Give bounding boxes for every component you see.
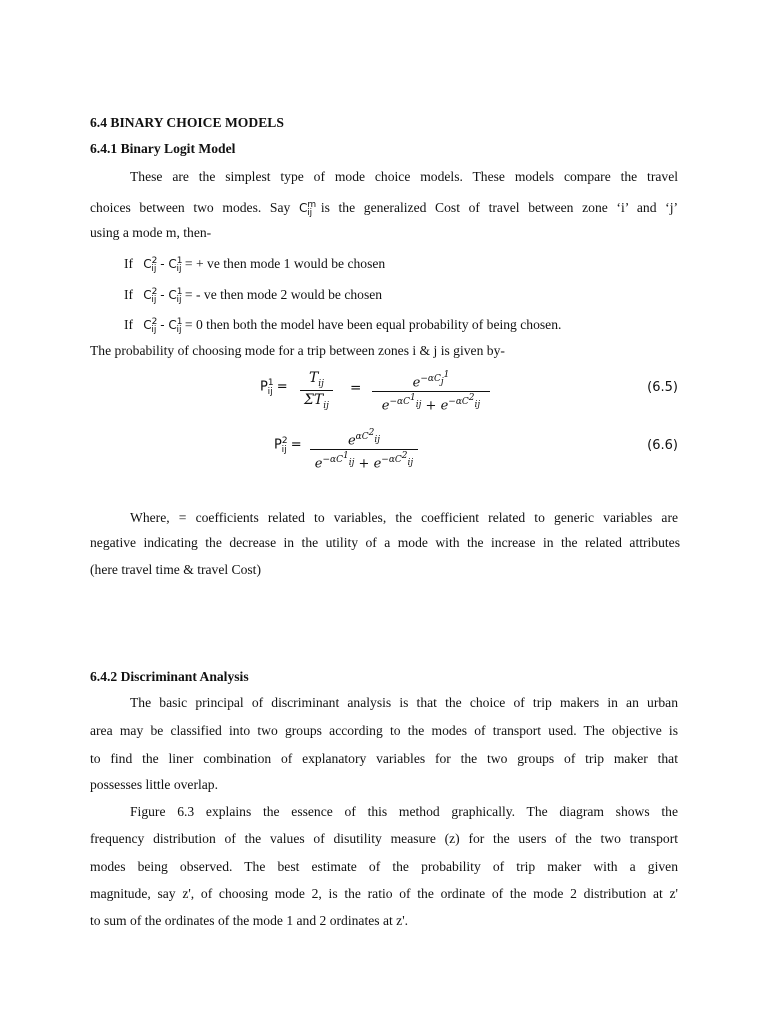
paragraph-line: Figure 6.3 explains the essence of this method graphically. The diagram shows the: [130, 804, 678, 819]
equation-number: (6.6): [647, 438, 678, 453]
paragraph-line: to sum of the ordinates of the mode 1 and 2 ordinates at z'.: [90, 913, 409, 928]
paragraph-line: Where, = coefficients related to variables, the coefficient related to generic variables are: [130, 510, 678, 525]
paragraph-line: to find the liner combination of explanatory variables for the two groups of trip maker that: [90, 751, 678, 766]
probability-symbol: $P^1_{ij}$ =: [260, 378, 288, 397]
condition-text: = 0 then both the model have been equal probability of being chosen.: [184, 317, 562, 332]
condition-text: = - ve then mode 2 would be chosen: [184, 287, 383, 302]
paragraph-text: is the generalized Cost of travel between zone ‘i’ and ‘j’: [320, 200, 678, 215]
if-label: If: [124, 317, 134, 332]
paragraph-line: (here travel time & travel Cost): [90, 562, 261, 577]
cost-difference: $C^2_{ij} - C^1_{ij}$: [143, 256, 183, 275]
equation-6-5: [260, 366, 680, 422]
paragraph-line: using a mode m, then-: [90, 225, 212, 240]
trip-ratio-fraction: $T_{ij}$ $\Sigma T_{ij}$: [300, 370, 333, 411]
subsection-heading-binary-logit: 6.4.1 Binary Logit Model: [90, 141, 236, 156]
equation-6-6: [260, 424, 680, 480]
logit-fraction: $e^{-\alpha C_j^1}$ $e^{-\alpha C^1_{ij}} + e^{-\alpha C^2_{ij}}$: [372, 370, 490, 414]
paragraph-line: magnitude, say z', of choosing mode 2, is the ratio of the ordinate of the mode 2 distribution at z': [90, 886, 678, 901]
logit-fraction: $e^{\alpha C^2_{ij}}$ $e^{-\alpha C^1_{ij}} + e^{-\alpha C^2_{ij}}$: [310, 428, 418, 472]
equals-sign: =: [350, 380, 362, 396]
cost-difference: $C^2_{ij} - C^1_{ij}$: [143, 287, 183, 306]
paragraph-line: The probability of choosing mode for a trip between zones i & j is given by-: [90, 343, 505, 358]
cost-symbol: $C^m_{ij}$: [298, 200, 317, 219]
if-label: If: [124, 287, 134, 302]
paragraph-line: negative indicating the decrease in the utility of a mode with the increase in the related attributes: [90, 535, 680, 550]
if-label: If: [124, 256, 134, 271]
cost-difference: $C^2_{ij} - C^1_{ij}$: [143, 317, 183, 336]
section-heading: 6.4 BINARY CHOICE MODELS: [90, 115, 284, 130]
paragraph-line: area may be classified into two groups according to the modes of transport used. The objective is: [90, 723, 678, 738]
subsection-heading-discriminant: 6.4.2 Discriminant Analysis: [90, 669, 249, 684]
condition-text: = + ve then mode 1 would be chosen: [184, 256, 386, 271]
probability-symbol: $P^2_{ij}$ =: [274, 436, 302, 455]
paragraph-line: frequency distribution of the values of disutility measure (z) for the users of the two transport: [90, 831, 678, 846]
paragraph-line: The basic principal of discriminant analysis is that the choice of trip makers in an urban: [130, 695, 678, 710]
paragraph-text: choices between two modes. Say: [90, 200, 291, 215]
paragraph-line: modes being observed. The best estimate of the probability of trip maker with a given: [90, 859, 678, 874]
equation-number: (6.5): [647, 380, 678, 395]
paragraph-line: possesses little overlap.: [90, 777, 218, 792]
paragraph-line: These are the simplest type of mode choice models. These models compare the travel: [130, 169, 678, 184]
